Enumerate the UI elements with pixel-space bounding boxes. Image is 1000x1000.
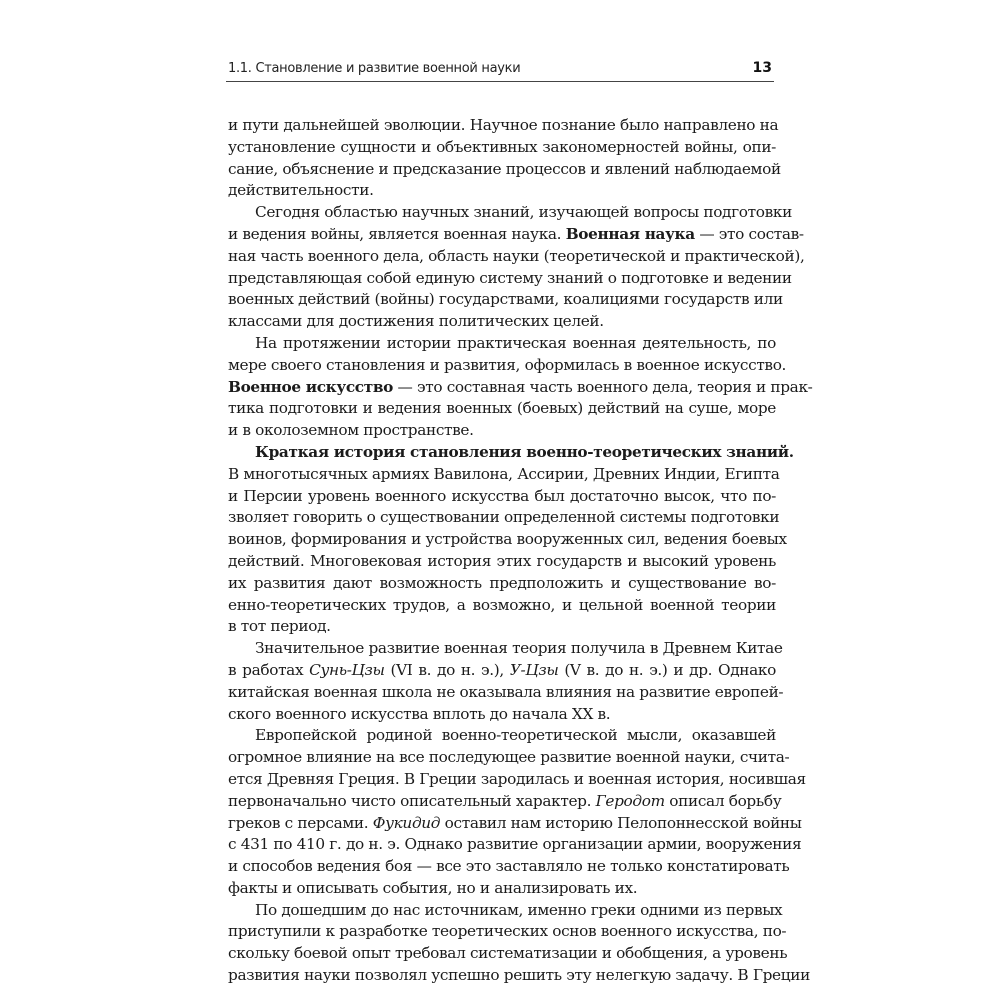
- text-run: огромное влияние на все последующее развитие военной науки, счита-: [228, 748, 790, 767]
- text-line: [228, 289, 783, 311]
- text-run: представляющая собой единую систему знаний о подготовке и ведении: [228, 268, 792, 287]
- text-run: классами для достижения политических целей.: [228, 312, 604, 331]
- text-run: и в околоземном пространстве.: [228, 421, 474, 440]
- text-line: [228, 398, 776, 420]
- text-run: китайская военная школа не оказывала влияния на развитие европей-: [228, 682, 784, 701]
- text-run: ется Древняя Греция. В Греции зародилась и военная история, носившая: [228, 769, 806, 788]
- text-line: [228, 202, 792, 224]
- text-line: [228, 246, 805, 268]
- text-line: [228, 159, 781, 181]
- text-run: факты и описывать события, но и анализировать их.: [228, 878, 638, 897]
- text-run: военных действий (войны) государствами, коалициями государств или: [228, 290, 783, 309]
- bold-term: Военная наука: [565, 224, 695, 243]
- text-run: их развития дают возможность предположить и существование во-: [228, 573, 776, 592]
- text-line: [228, 180, 776, 202]
- text-line: [228, 856, 790, 878]
- text-line: [228, 507, 780, 529]
- text-line: [228, 486, 776, 508]
- italic-name: Геродот: [595, 791, 665, 810]
- text-run: мере своего становления и развития, оформилась в военное искусство.: [228, 355, 787, 374]
- italic-name: Сунь-Цзы: [309, 660, 385, 679]
- text-line: [228, 616, 776, 638]
- bold-term: Краткая история становления военно-теоретических знаний.: [255, 442, 794, 461]
- italic-name: Фукидид: [372, 813, 441, 832]
- text-run: развития науки позволял успешно решить эту нелегкую задачу. В Греции: [228, 966, 810, 985]
- text-line: [228, 747, 790, 769]
- text-line: [228, 965, 810, 987]
- text-line: [228, 921, 787, 943]
- text-line: [228, 224, 804, 246]
- text-line: [228, 813, 802, 835]
- text-run: и Персии уровень военного искусства был достаточно высок, что по-: [228, 486, 776, 505]
- text-run: приступили к разработке теоретических основ военного искусства, по-: [228, 922, 787, 941]
- text-line: [228, 791, 782, 813]
- text-line: [228, 333, 776, 355]
- text-run: в тот период.: [228, 617, 331, 636]
- text-run: (V в. до н. э.) и др. Однако: [558, 660, 776, 679]
- text-run: установление сущности и объективных закономерностей войны, опи-: [228, 137, 776, 156]
- text-run: В многотысячных армиях Вавилона, Ассирии, Древних Индии, Египта: [228, 464, 780, 483]
- text-run: в работах: [228, 660, 310, 679]
- text-run: первоначально чисто описательный характер.: [228, 791, 596, 810]
- italic-name: У-Цзы: [509, 660, 559, 679]
- text-run: енно-теоретических трудов, а возможно, и цельной военной теории: [228, 595, 776, 614]
- text-run: Сегодня областью научных знаний, изучающей вопросы подготовки: [255, 203, 792, 222]
- text-line: [228, 551, 776, 573]
- text-run: зволяет говорить о существовании определенной системы подготовки: [228, 508, 780, 527]
- text-run: ского военного искусства вплоть до начала XX в.: [228, 704, 611, 723]
- text-run: с 431 по 410 г. до н. э. Однако развитие организации армии, вооружения: [228, 835, 802, 854]
- running-header: [226, 55, 774, 82]
- text-run: описал борьбу: [664, 791, 782, 810]
- text-run: На протяжении истории практическая военная деятельность, по: [255, 333, 776, 352]
- section-title: 1.1. Становление и развитие военной науки: [228, 61, 521, 76]
- text-line: [228, 377, 813, 399]
- text-run: (VI в. до н. э.),: [384, 660, 510, 679]
- text-line: [228, 682, 784, 704]
- body-text: [228, 115, 813, 987]
- text-line: [228, 704, 776, 726]
- text-run: оставил нам историю Пелопоннесской войны: [440, 813, 802, 832]
- text-run: греков с персами.: [228, 813, 373, 832]
- text-line: [228, 529, 787, 551]
- text-line: [228, 268, 792, 290]
- bold-term: Военное искусство: [228, 377, 394, 396]
- text-run: действий. Многовековая история этих государств и высокий уровень: [228, 551, 776, 570]
- text-line: [228, 595, 776, 617]
- text-line: [228, 464, 780, 486]
- text-line: [228, 900, 783, 922]
- text-run: ная часть военного дела, область науки (теоретической и практической),: [228, 246, 805, 265]
- text-run: Европейской родиной военно-теоретической мысли, оказавшей: [255, 726, 776, 745]
- text-line: [228, 660, 776, 682]
- text-line: [228, 442, 794, 464]
- page-number: 13: [752, 60, 772, 76]
- text-run: — это составная часть военного дела, теория и прак-: [393, 377, 813, 396]
- text-line: [228, 769, 806, 791]
- text-run: — это состав-: [694, 224, 804, 243]
- text-line: [228, 420, 776, 442]
- text-line: [228, 725, 776, 747]
- text-line: [228, 137, 776, 159]
- text-run: скольку боевой опыт требовал систематизации и обобщения, а уровень: [228, 944, 788, 963]
- text-run: и способов ведения боя — все это заставляло не только констатировать: [228, 857, 790, 876]
- text-run: Значительное развитие военная теория получила в Древнем Китае: [255, 639, 783, 658]
- text-run: и пути дальнейшей эволюции. Научное познание было направлено на: [228, 116, 779, 134]
- text-run: По дошедшим до нас источникам, именно греки одними из первых: [255, 900, 783, 919]
- text-run: воинов, формирования и устройства вооруженных сил, ведения боевых: [228, 530, 787, 549]
- text-line: [228, 311, 776, 333]
- text-line: [228, 834, 802, 856]
- text-line: [228, 115, 779, 137]
- text-line: [228, 943, 788, 965]
- text-run: сание, объяснение и предсказание процессов и явлений наблюдаемой: [228, 159, 781, 178]
- text-run: действительности.: [228, 181, 374, 200]
- text-line: [228, 355, 787, 377]
- text-line: [228, 878, 776, 900]
- text-run: тика подготовки и ведения военных (боевых) действий на суше, море: [228, 399, 776, 418]
- text-run: и ведения войны, является военная наука.: [228, 224, 566, 243]
- text-line: [228, 573, 776, 595]
- text-line: [228, 638, 783, 660]
